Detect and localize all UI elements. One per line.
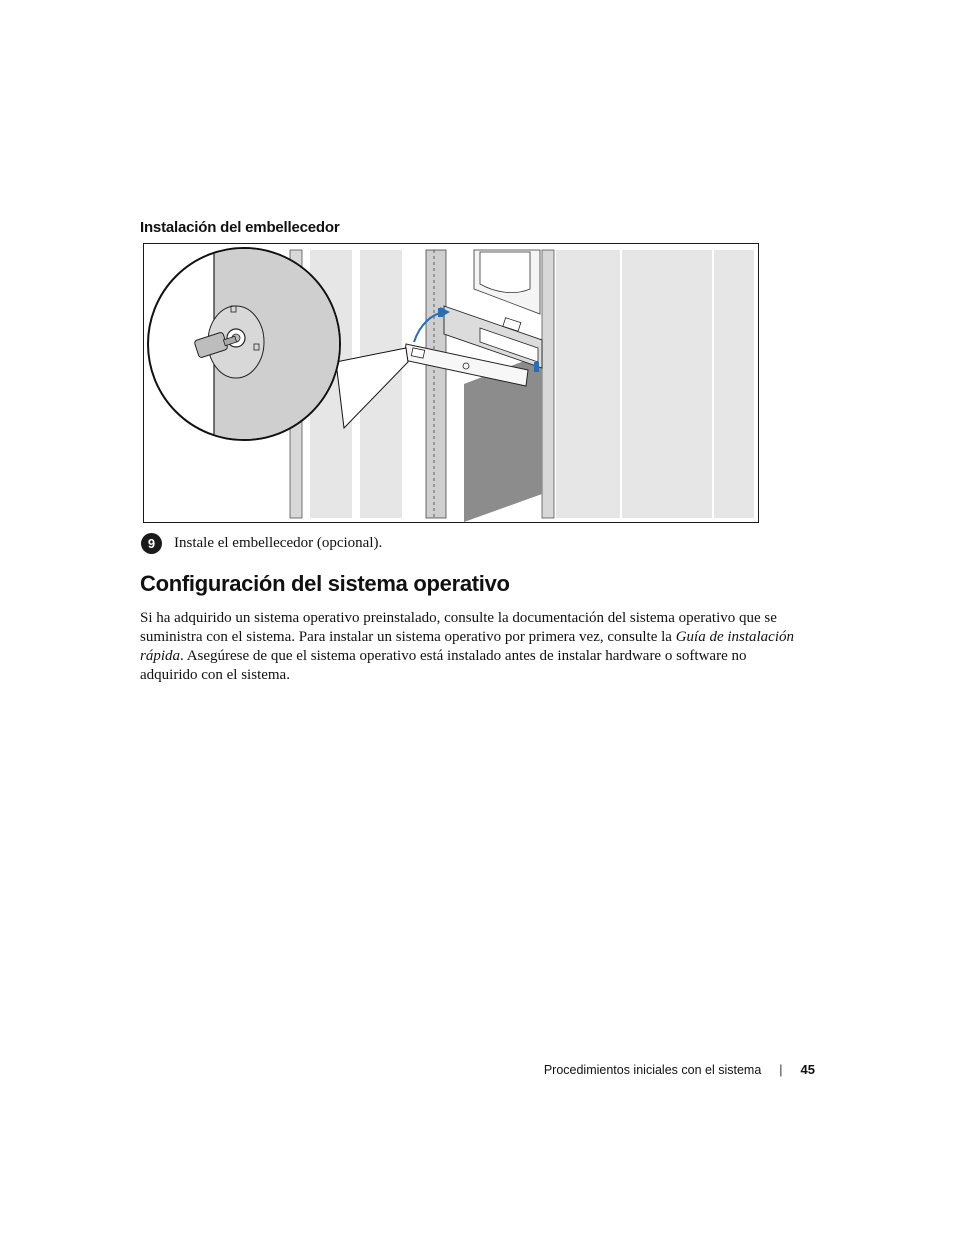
- rack-panel: [556, 250, 620, 518]
- body-paragraph: [140, 609, 800, 685]
- paragraph-text-2: . Asegúrese de que el sistema operativo está instalado antes de instalar hardware o software no adquirido con el sistema.: [140, 648, 747, 683]
- step-number-badge: 9: [141, 533, 162, 554]
- page-number: 45: [800, 1062, 815, 1077]
- quick-install-guide-title: Guía de instalación rápida: [140, 629, 795, 664]
- rack-panel: [622, 250, 712, 518]
- page-footer: [500, 1062, 815, 1077]
- section-heading: Configuración del sistema operativo: [140, 571, 510, 596]
- footer-chapter-title: Procedimientos iniciales con el sistema: [543, 1062, 762, 1077]
- paragraph-text-1: Si ha adquirido un sistema operativo preinstalado, consulte la documentación del sistema operativo que se suministra con el sistema. Para instalar un sistema operativo por primera vez, consulte la: [140, 610, 777, 645]
- bezel-installation-figure: [143, 243, 759, 523]
- figure-caption: Instalación del embellecedor: [140, 219, 340, 236]
- rack-panel: [714, 250, 754, 518]
- rack-rail: [426, 250, 446, 518]
- footer-separator: |: [779, 1062, 783, 1077]
- step-9: [141, 533, 382, 554]
- rack-post: [542, 250, 554, 518]
- bezel-installation-icon: [144, 244, 758, 522]
- step-text: Instale el embellecedor (opcional).: [174, 535, 383, 551]
